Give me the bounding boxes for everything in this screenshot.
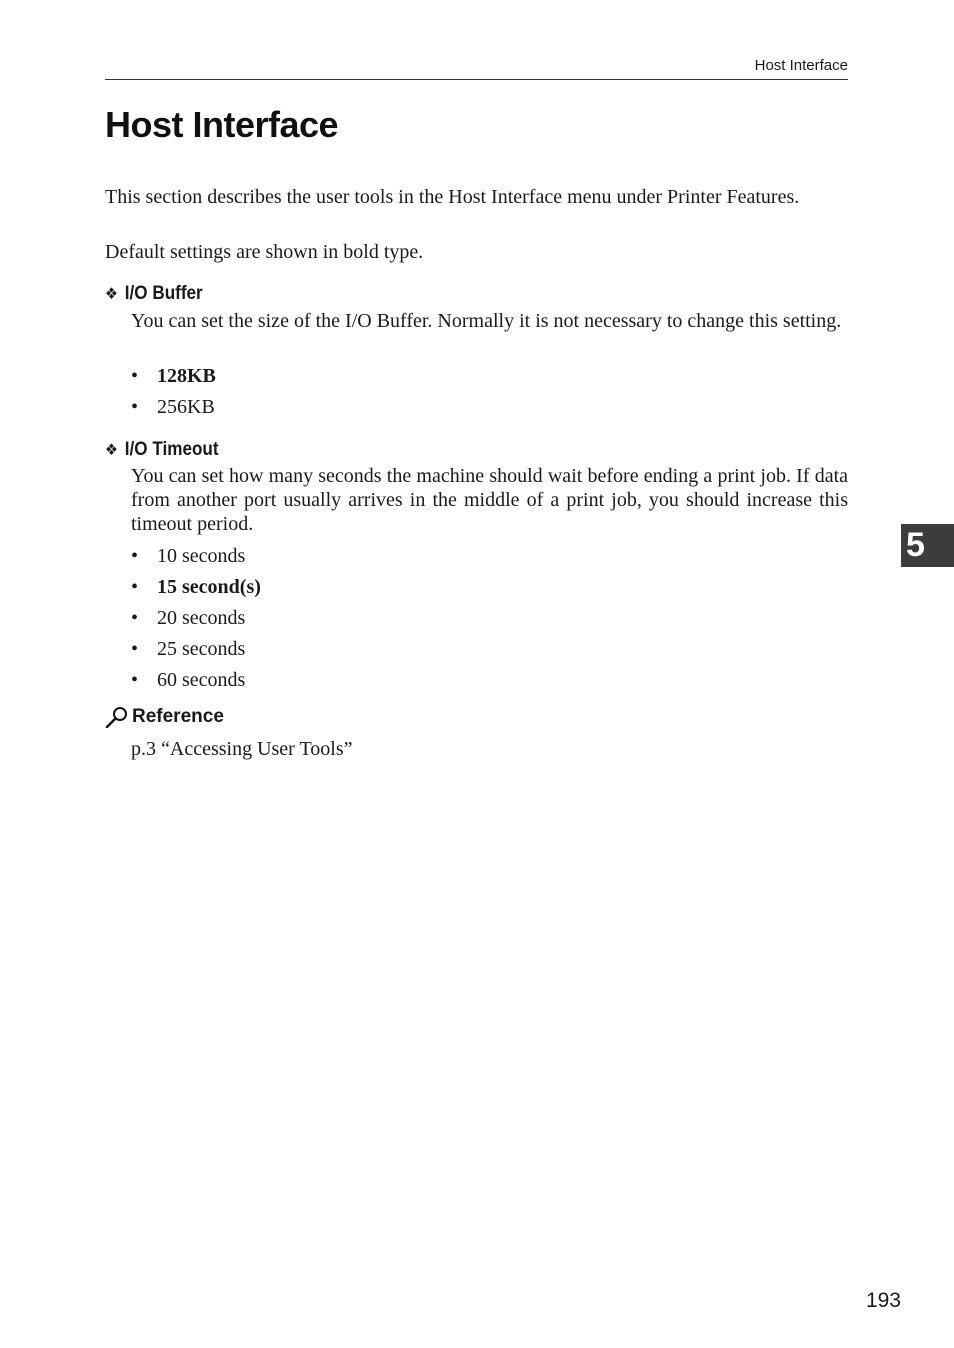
list-item	[131, 544, 245, 568]
option-label-default: 128KB	[157, 365, 216, 387]
section-heading-label: I/O Buffer	[124, 283, 203, 304]
section-heading-io-timeout	[105, 439, 219, 461]
magnifier-icon	[105, 706, 130, 728]
chapter-tab: 5	[901, 524, 954, 567]
intro-paragraph: This section describes the user tools in the Host Interface menu under Printer Features.	[105, 186, 800, 208]
option-label: 256KB	[157, 396, 215, 418]
section-heading-io-buffer	[105, 283, 203, 305]
running-head: Host Interface	[754, 57, 848, 74]
list-item	[131, 606, 245, 630]
bullet-icon: •	[131, 365, 139, 387]
option-label: 20 seconds	[157, 607, 246, 629]
option-label-default: 15 second(s)	[157, 576, 261, 598]
list-item	[131, 668, 245, 692]
page-number: 193	[865, 1289, 901, 1312]
option-label: 25 seconds	[157, 638, 246, 660]
list-item	[131, 637, 245, 661]
diamond-bullet-icon: ❖	[105, 286, 118, 303]
page-title: Host Interface	[105, 104, 339, 145]
bullet-icon: •	[131, 669, 139, 691]
default-note: Default settings are shown in bold type.	[105, 241, 424, 263]
bullet-icon: •	[131, 576, 139, 598]
bullet-icon: •	[131, 396, 139, 418]
reference-link[interactable]: p.3 “Accessing User Tools”	[131, 738, 353, 760]
option-label: 60 seconds	[157, 669, 246, 691]
bullet-icon: •	[131, 607, 139, 629]
bullet-icon: •	[131, 545, 139, 567]
io-buffer-description: You can set the size of the I/O Buffer. Normally it is not necessary to change this setting.	[131, 310, 842, 332]
list-item	[131, 395, 215, 419]
section-heading-label: I/O Timeout	[124, 439, 219, 460]
reference-label: Reference	[132, 706, 224, 727]
bullet-icon: •	[131, 638, 139, 660]
list-item	[131, 575, 261, 599]
header-rule	[105, 79, 848, 80]
list-item	[131, 364, 216, 388]
io-timeout-description: You can set how many seconds the machine should wait before ending a print job. If data from another port usually arrives in the middle of a print job, you should increase this timeout period.	[131, 465, 848, 535]
diamond-bullet-icon: ❖	[105, 442, 118, 459]
reference-heading	[105, 706, 224, 728]
option-label: 10 seconds	[157, 545, 246, 567]
